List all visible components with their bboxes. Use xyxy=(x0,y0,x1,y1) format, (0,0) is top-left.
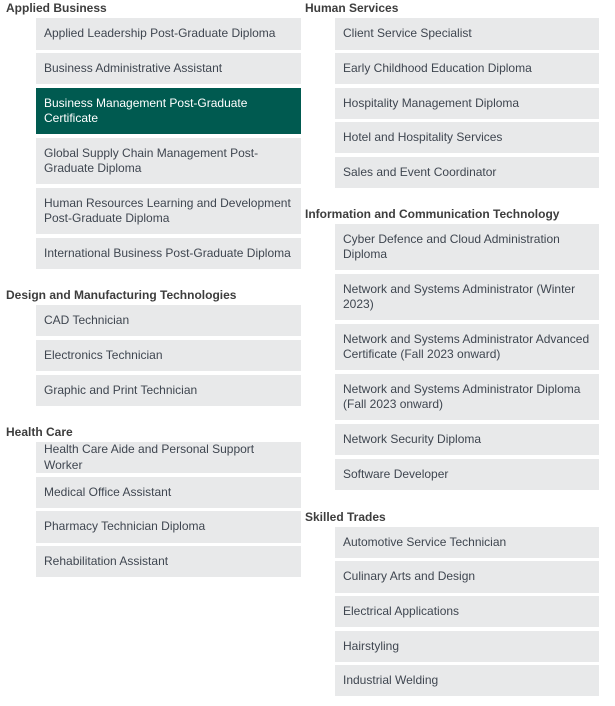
program-item-industrial-welding[interactable]: Industrial Welding xyxy=(335,665,599,696)
category-heading-ict: Information and Communication Technology xyxy=(305,207,560,221)
category-heading-human-services: Human Services xyxy=(305,1,399,15)
category-heading-design-manufacturing: Design and Manufacturing Technologies xyxy=(6,288,237,302)
program-item-network-security-diploma[interactable]: Network Security Diploma xyxy=(335,424,599,455)
program-item-automotive-service-technician[interactable]: Automotive Service Technician xyxy=(335,527,599,558)
category-heading-applied-business: Applied Business xyxy=(6,1,107,15)
program-item-graphic-print-technician[interactable]: Graphic and Print Technician xyxy=(36,375,301,406)
program-item-early-childhood-education[interactable]: Early Childhood Education Diploma xyxy=(335,53,599,84)
program-item-health-care-aide[interactable]: Health Care Aide and Personal Support Worker xyxy=(36,442,301,473)
program-item-sales-event-coordinator[interactable]: Sales and Event Coordinator xyxy=(335,157,599,188)
program-item-rehabilitation-assistant[interactable]: Rehabilitation Assistant xyxy=(36,546,301,577)
program-item-network-systems-winter-2023[interactable]: Network and Systems Administrator (Winter 2023) xyxy=(335,274,599,320)
program-item-cad-technician[interactable]: CAD Technician xyxy=(36,305,301,336)
program-item-medical-office-assistant[interactable]: Medical Office Assistant xyxy=(36,477,301,508)
program-item-pharmacy-technician[interactable]: Pharmacy Technician Diploma xyxy=(36,511,301,543)
program-item-human-resources[interactable]: Human Resources Learning and Development Post-Graduate Diploma xyxy=(36,188,301,234)
category-heading-skilled-trades: Skilled Trades xyxy=(305,510,386,524)
program-item-business-management[interactable]: Business Management Post-Graduate Certificate xyxy=(36,88,301,134)
program-item-applied-leadership[interactable]: Applied Leadership Post-Graduate Diploma xyxy=(36,18,301,50)
program-item-network-systems-advanced-certificate[interactable]: Network and Systems Administrator Advanced Certificate (Fall 2023 onward) xyxy=(335,324,599,370)
program-item-hospitality-management[interactable]: Hospitality Management Diploma xyxy=(335,88,599,119)
program-item-hotel-hospitality-services[interactable]: Hotel and Hospitality Services xyxy=(335,122,599,153)
program-item-software-developer[interactable]: Software Developer xyxy=(335,459,599,490)
program-item-electrical-applications[interactable]: Electrical Applications xyxy=(335,596,599,627)
program-item-global-supply-chain[interactable]: Global Supply Chain Management Post-Graduate Diploma xyxy=(36,138,301,184)
program-item-client-service-specialist[interactable]: Client Service Specialist xyxy=(335,18,599,50)
program-item-culinary-arts-design[interactable]: Culinary Arts and Design xyxy=(335,561,599,593)
program-item-network-systems-diploma[interactable]: Network and Systems Administrator Diploma (Fall 2023 onward) xyxy=(335,374,599,420)
category-heading-health-care: Health Care xyxy=(6,425,73,439)
program-item-hairstyling[interactable]: Hairstyling xyxy=(335,631,599,662)
program-item-electronics-technician[interactable]: Electronics Technician xyxy=(36,340,301,371)
program-item-international-business[interactable]: International Business Post-Graduate Diploma xyxy=(36,238,301,269)
program-item-cyber-defence[interactable]: Cyber Defence and Cloud Administration Diploma xyxy=(335,224,599,270)
program-item-business-administrative-assistant[interactable]: Business Administrative Assistant xyxy=(36,53,301,84)
